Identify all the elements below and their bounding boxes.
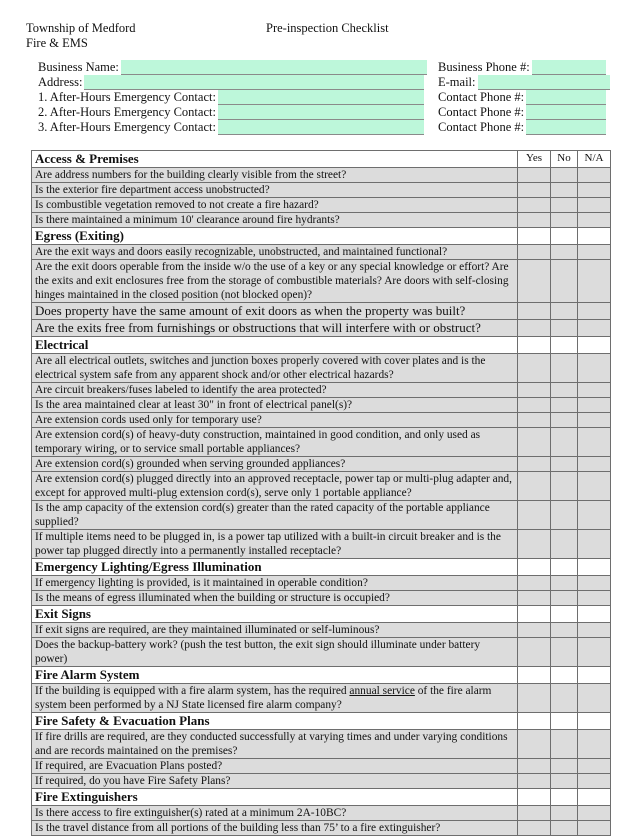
answer-no-box[interactable] xyxy=(551,245,578,260)
answer-no-box[interactable] xyxy=(551,383,578,398)
section-blank-cell xyxy=(578,789,611,806)
question-row xyxy=(32,383,611,398)
question-text: If required, do you have Fire Safety Plans? xyxy=(32,774,518,789)
section-blank-cell xyxy=(551,228,578,245)
answer-yes-box[interactable] xyxy=(518,472,551,501)
answer-na-box[interactable] xyxy=(578,198,611,213)
address-field[interactable] xyxy=(84,75,424,90)
section-blank-cell xyxy=(578,713,611,730)
question-text: Are the exits free from furnishings or obstructions that will interfere with or obstruct? xyxy=(32,320,518,337)
answer-na-box[interactable] xyxy=(578,684,611,713)
answer-yes-box[interactable] xyxy=(518,759,551,774)
question-row xyxy=(32,320,611,337)
answer-yes-box[interactable] xyxy=(518,684,551,713)
contact1-row xyxy=(38,89,424,105)
answer-no-box[interactable] xyxy=(551,398,578,413)
question-text: Is the means of egress illuminated when the building or structure is occupied? xyxy=(32,591,518,606)
business-phone-row xyxy=(438,59,606,75)
answer-yes-box[interactable] xyxy=(518,198,551,213)
section-title: Fire Extinguishers xyxy=(32,789,518,806)
contact2-label: 2. After-Hours Emergency Contact: xyxy=(38,105,216,119)
answer-yes-box[interactable] xyxy=(518,806,551,821)
answer-no-box[interactable] xyxy=(551,774,578,789)
answer-no-box[interactable] xyxy=(551,413,578,428)
answer-yes-box[interactable] xyxy=(518,213,551,228)
section-title: Exit Signs xyxy=(32,606,518,623)
address-row xyxy=(38,74,424,90)
answer-na-box[interactable] xyxy=(578,806,611,821)
answer-no-box[interactable] xyxy=(551,472,578,501)
answer-no-box[interactable] xyxy=(551,183,578,198)
question-text: If exit signs are required, are they maintained illuminated or self-luminous? xyxy=(32,623,518,638)
email-row xyxy=(438,74,610,90)
section-blank-cell xyxy=(578,337,611,354)
section-header-row xyxy=(32,337,611,354)
question-row xyxy=(32,806,611,821)
answer-no-box[interactable] xyxy=(551,591,578,606)
section-blank-cell xyxy=(518,606,551,623)
answer-no-box[interactable] xyxy=(551,320,578,337)
question-row xyxy=(32,759,611,774)
contact-phone3-label: Contact Phone #: xyxy=(438,120,525,134)
question-text: Is combustible vegetation removed to not create a fire hazard? xyxy=(32,198,518,213)
contact3-input[interactable] xyxy=(218,121,424,135)
question-text: Is the area maintained clear at least 30" in front of electrical panel(s)? xyxy=(32,398,518,413)
answer-yes-box[interactable] xyxy=(518,638,551,667)
answer-na-box[interactable] xyxy=(578,457,611,472)
answer-yes-box[interactable] xyxy=(518,591,551,606)
question-text: Are address numbers for the building clearly visible from the street? xyxy=(32,168,518,183)
business-phone-field[interactable] xyxy=(532,60,606,75)
answer-no-box[interactable] xyxy=(551,168,578,183)
question-text: Does property have the same amount of exit doors as when the property was built? xyxy=(32,303,518,320)
answer-no-box[interactable] xyxy=(551,213,578,228)
answer-no-box[interactable] xyxy=(551,684,578,713)
answer-yes-box[interactable] xyxy=(518,245,551,260)
document-title: Pre-inspection Checklist xyxy=(266,21,389,35)
answer-no-box[interactable] xyxy=(551,303,578,320)
contact2-input[interactable] xyxy=(218,106,424,120)
question-row xyxy=(32,457,611,472)
answer-yes-box[interactable] xyxy=(518,303,551,320)
answer-na-box[interactable] xyxy=(578,759,611,774)
question-row xyxy=(32,774,611,789)
answer-na-box[interactable] xyxy=(578,413,611,428)
section-header-row xyxy=(32,228,611,245)
email-input[interactable] xyxy=(478,76,610,90)
email-label: E-mail: xyxy=(438,75,476,89)
question-text: Does the backup-battery work? (push the test button, the exit sign should illuminate under battery power) xyxy=(32,638,518,667)
section-blank-cell xyxy=(518,713,551,730)
answer-na-box[interactable] xyxy=(578,303,611,320)
question-row xyxy=(32,398,611,413)
answer-yes-box[interactable] xyxy=(518,576,551,591)
answer-na-box[interactable] xyxy=(578,398,611,413)
section-blank-cell xyxy=(551,667,578,684)
contact2-row xyxy=(38,104,424,120)
answer-na-box[interactable] xyxy=(578,354,611,383)
question-row xyxy=(32,168,611,183)
question-row xyxy=(32,684,611,713)
question-row xyxy=(32,623,611,638)
section-blank-cell xyxy=(551,606,578,623)
business-phone-input[interactable] xyxy=(532,61,606,75)
section-blank-cell xyxy=(518,337,551,354)
answer-no-box[interactable] xyxy=(551,730,578,759)
section-header-row xyxy=(32,667,611,684)
answer-no-box[interactable] xyxy=(551,576,578,591)
answer-no-box[interactable] xyxy=(551,260,578,303)
answer-yes-box[interactable] xyxy=(518,730,551,759)
answer-na-box[interactable] xyxy=(578,638,611,667)
answer-yes-box[interactable] xyxy=(518,501,551,530)
section-blank-cell xyxy=(578,667,611,684)
question-row xyxy=(32,260,611,303)
question-text: Are all electrical outlets, switches and junction boxes properly covered with cover plates and is the electrical system safe from any apparent shock and/or other electrical hazards? xyxy=(32,354,518,383)
question-row xyxy=(32,213,611,228)
section-header-row xyxy=(32,789,611,806)
answer-yes-box[interactable] xyxy=(518,413,551,428)
answer-no-box[interactable] xyxy=(551,623,578,638)
section-blank-cell xyxy=(578,559,611,576)
contact3-label: 3. After-Hours Emergency Contact: xyxy=(38,120,216,134)
section-blank-cell xyxy=(518,667,551,684)
question-text: If fire drills are required, are they conducted successfully at varying times and under varying conditions and are records maintained on the premises? xyxy=(32,730,518,759)
section-blank-cell xyxy=(518,559,551,576)
contact-phone2-input[interactable] xyxy=(526,106,606,120)
address-input[interactable] xyxy=(84,76,424,90)
business-name-label: Business Name: xyxy=(38,60,119,74)
question-row xyxy=(32,576,611,591)
contact1-input[interactable] xyxy=(218,91,424,105)
answer-yes-box[interactable] xyxy=(518,183,551,198)
contact-phone2-label: Contact Phone #: xyxy=(438,105,525,119)
question-text: If required, are Evacuation Plans posted? xyxy=(32,759,518,774)
contact-phone1-row xyxy=(438,89,606,105)
contact3-row xyxy=(38,119,424,135)
answer-yes-box[interactable] xyxy=(518,354,551,383)
contact-phone1-input[interactable] xyxy=(526,91,606,105)
question-text: If multiple items need to be plugged in, is a power tap utilized with a built-in circuit breaker and is the power tap plugged directly into a permanently installed receptacle? xyxy=(32,530,518,559)
address-label: Address: xyxy=(38,75,83,89)
answer-na-box[interactable] xyxy=(578,213,611,228)
question-text: Are extension cord(s) of heavy-duty construction, maintained in good condition, and only used as temporary wiring, or to service small portable appliances? xyxy=(32,428,518,457)
business-phone-label: Business Phone #: xyxy=(438,60,530,74)
section-title: Access & Premises xyxy=(32,151,518,168)
section-title: Egress (Exiting) xyxy=(32,228,518,245)
answer-no-box[interactable] xyxy=(551,806,578,821)
section-header-row xyxy=(32,559,611,576)
section-title: Fire Safety & Evacuation Plans xyxy=(32,713,518,730)
question-text: Is the travel distance from all portions of the building less than 75’ to a fire extinguisher? xyxy=(32,821,518,836)
answer-na-box[interactable] xyxy=(578,260,611,303)
answer-no-box[interactable] xyxy=(551,198,578,213)
answer-yes-box[interactable] xyxy=(518,623,551,638)
column-header-yes: Yes xyxy=(518,151,551,168)
section-title: Fire Alarm System xyxy=(32,667,518,684)
answer-yes-box[interactable] xyxy=(518,383,551,398)
answer-na-box[interactable] xyxy=(578,472,611,501)
question-row xyxy=(32,354,611,383)
section-blank-cell xyxy=(518,228,551,245)
answer-na-box[interactable] xyxy=(578,576,611,591)
question-text-part: If the building is equipped with a fire alarm system, has the required xyxy=(35,685,350,697)
question-text: Is there maintained a minimum 10' clearance around fire hydrants? xyxy=(32,213,518,228)
contact3-field[interactable] xyxy=(218,120,424,135)
business-name-field[interactable] xyxy=(121,60,427,75)
section-title: Electrical xyxy=(32,337,518,354)
organization-name: Township of Medford xyxy=(26,21,136,35)
question-text-emphasis: annual service xyxy=(349,685,415,697)
business-name-row xyxy=(38,59,427,75)
contact2-field[interactable] xyxy=(218,105,424,120)
question-row xyxy=(32,198,611,213)
contact-phone3-row xyxy=(438,119,606,135)
contact-phone3-field[interactable] xyxy=(526,120,606,135)
question-text-part: of the fire alarm system been performed by a NJ State licensed fire alarm company? xyxy=(35,685,492,711)
question-text: Are extension cord(s) plugged directly into an approved receptacle, power tap or multi-plug adapter and, except for approved multi-plug extension cord(s), serve only 1 portable appliance? xyxy=(32,472,518,501)
section-header-row xyxy=(32,713,611,730)
section-header-row xyxy=(32,606,611,623)
question-row xyxy=(32,183,611,198)
section-blank-cell xyxy=(551,559,578,576)
question-text: If emergency lighting is provided, is it maintained in operable condition? xyxy=(32,576,518,591)
answer-yes-box[interactable] xyxy=(518,320,551,337)
section-blank-cell xyxy=(551,337,578,354)
section-header-row xyxy=(32,151,611,168)
question-row xyxy=(32,428,611,457)
contact-phone1-label: Contact Phone #: xyxy=(438,90,525,104)
section-blank-cell xyxy=(551,789,578,806)
answer-no-box[interactable] xyxy=(551,638,578,667)
question-text xyxy=(32,684,518,713)
answer-no-box[interactable] xyxy=(551,530,578,559)
answer-no-box[interactable] xyxy=(551,354,578,383)
question-text: Are extension cord(s) grounded when serving grounded appliances? xyxy=(32,457,518,472)
contact1-label: 1. After-Hours Emergency Contact: xyxy=(38,90,216,104)
answer-yes-box[interactable] xyxy=(518,530,551,559)
question-text: Are the exit ways and doors easily recognizable, unobstructed, and maintained functional? xyxy=(32,245,518,260)
question-text: Are circuit breakers/fuses labeled to identify the area protected? xyxy=(32,383,518,398)
column-header-na: N/A xyxy=(578,151,611,168)
question-row xyxy=(32,245,611,260)
question-row xyxy=(32,821,611,836)
question-text: Is the amp capacity of the extension cord(s) greater than the rated capacity of the portable appliance supplied? xyxy=(32,501,518,530)
section-title: Emergency Lighting/Egress Illumination xyxy=(32,559,518,576)
department-name: Fire & EMS xyxy=(26,36,88,50)
question-row xyxy=(32,501,611,530)
answer-yes-box[interactable] xyxy=(518,821,551,836)
answer-na-box[interactable] xyxy=(578,623,611,638)
inspection-checklist-table xyxy=(31,150,611,836)
answer-yes-box[interactable] xyxy=(518,457,551,472)
answer-na-box[interactable] xyxy=(578,530,611,559)
question-text: Is the exterior fire department access unobstructed? xyxy=(32,183,518,198)
answer-yes-box[interactable] xyxy=(518,774,551,789)
answer-yes-box[interactable] xyxy=(518,398,551,413)
question-row xyxy=(32,730,611,759)
contact1-field[interactable] xyxy=(218,90,424,105)
section-blank-cell xyxy=(578,606,611,623)
question-row xyxy=(32,638,611,667)
question-row xyxy=(32,530,611,559)
answer-yes-box[interactable] xyxy=(518,260,551,303)
answer-na-box[interactable] xyxy=(578,183,611,198)
section-blank-cell xyxy=(578,228,611,245)
contact-phone1-field[interactable] xyxy=(526,90,606,105)
section-blank-cell xyxy=(518,789,551,806)
business-name-input[interactable] xyxy=(121,61,427,75)
question-text: Are the exit doors operable from the inside w/o the use of a key or any special knowledge or effort? Are the exits and exit enclosures free from the storage of combustible materials? Are doors with self-closing hinges maintained in the closed position (not blocked open)? xyxy=(32,260,518,303)
column-header-no: No xyxy=(551,151,578,168)
answer-no-box[interactable] xyxy=(551,821,578,836)
answer-no-box[interactable] xyxy=(551,428,578,457)
contact-phone2-field[interactable] xyxy=(526,105,606,120)
question-row xyxy=(32,472,611,501)
answer-na-box[interactable] xyxy=(578,774,611,789)
answer-na-box[interactable] xyxy=(578,501,611,530)
answer-no-box[interactable] xyxy=(551,501,578,530)
answer-na-box[interactable] xyxy=(578,245,611,260)
answer-no-box[interactable] xyxy=(551,457,578,472)
answer-na-box[interactable] xyxy=(578,821,611,836)
question-row xyxy=(32,303,611,320)
question-row xyxy=(32,413,611,428)
contact-phone2-row xyxy=(438,104,606,120)
answer-yes-box[interactable] xyxy=(518,168,551,183)
section-blank-cell xyxy=(551,713,578,730)
answer-na-box[interactable] xyxy=(578,320,611,337)
answer-na-box[interactable] xyxy=(578,383,611,398)
question-text: Are extension cords used only for temporary use? xyxy=(32,413,518,428)
answer-na-box[interactable] xyxy=(578,591,611,606)
answer-no-box[interactable] xyxy=(551,759,578,774)
answer-na-box[interactable] xyxy=(578,168,611,183)
question-row xyxy=(32,591,611,606)
answer-yes-box[interactable] xyxy=(518,428,551,457)
email-field[interactable] xyxy=(478,75,610,90)
answer-na-box[interactable] xyxy=(578,730,611,759)
answer-na-box[interactable] xyxy=(578,428,611,457)
question-text: Is there access to fire extinguisher(s) rated at a minimum 2A-10BC? xyxy=(32,806,518,821)
contact-phone3-input[interactable] xyxy=(526,121,606,135)
